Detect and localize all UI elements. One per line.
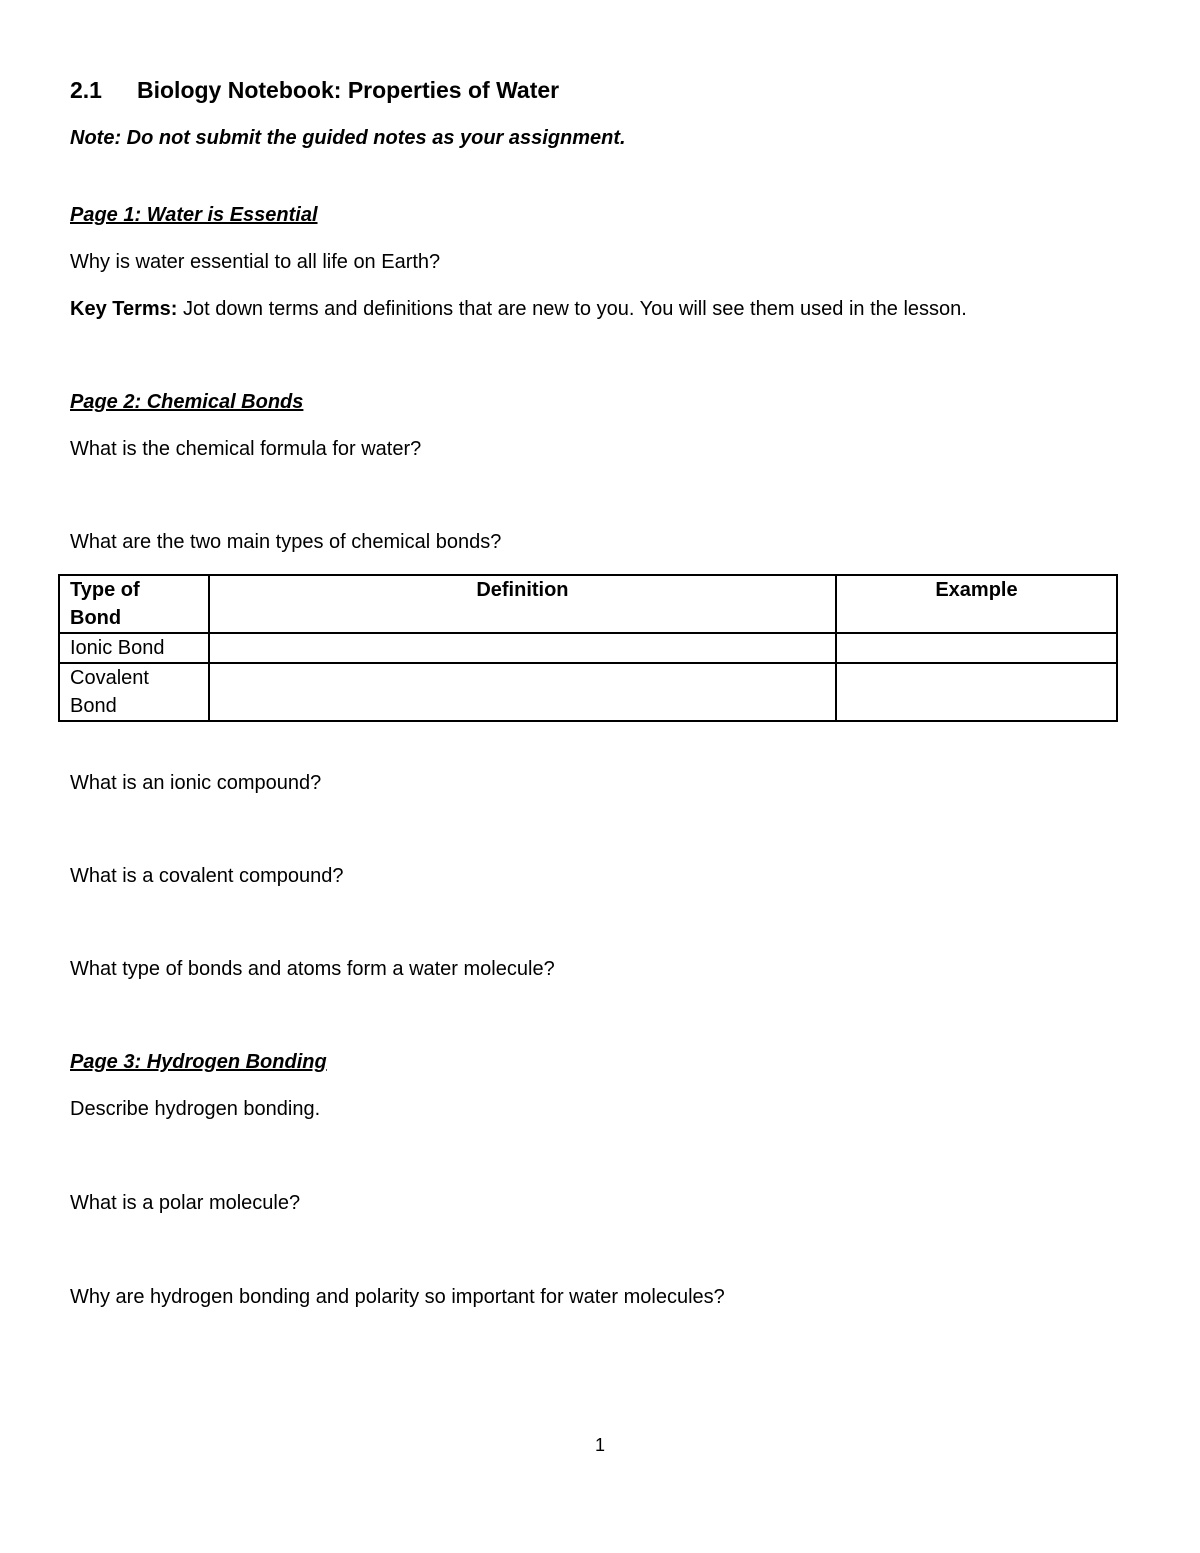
- row-label-covalent: [59, 663, 209, 721]
- submission-note: Note: Do not submit the guided notes as your assignment.: [70, 127, 626, 149]
- key-terms-line: [70, 297, 967, 321]
- page3-question-3: Why are hydrogen bonding and polarity so important for water molecules?: [70, 1286, 725, 1308]
- page3-question-1: Describe hydrogen bonding.: [70, 1098, 321, 1120]
- page2-heading: Page 2: Chemical Bonds: [70, 391, 304, 413]
- ionic-definition-cell[interactable]: [209, 633, 836, 663]
- page1-question-1: Why is water essential to all life on Earth?: [70, 251, 441, 273]
- page2-question-1: What is the chemical formula for water?: [70, 438, 422, 460]
- covalent-example-cell[interactable]: [836, 663, 1117, 721]
- bond-types-table: [58, 574, 1118, 722]
- row-label-ionic: Ionic Bond: [59, 633, 209, 663]
- page2-question-3: What is an ionic compound?: [70, 772, 322, 794]
- page3-heading: Page 3: Hydrogen Bonding: [70, 1051, 327, 1073]
- title-text: Biology Notebook: Properties of Water: [137, 77, 560, 103]
- table-header-example: Example: [836, 575, 1117, 633]
- key-terms-label: Key Terms:: [70, 298, 178, 320]
- page2-question-5: What type of bonds and atoms form a water molecule?: [70, 958, 555, 980]
- table-header-definition: Definition: [209, 575, 836, 633]
- page2-question-4: What is a covalent compound?: [70, 865, 344, 887]
- table-header-row: [59, 575, 1117, 633]
- page-number: 1: [594, 1435, 605, 1455]
- ionic-example-cell[interactable]: [836, 633, 1117, 663]
- page2-question-2: What are the two main types of chemical bonds?: [70, 531, 502, 553]
- table-header-type: [59, 575, 209, 633]
- document-title: [70, 76, 559, 104]
- page3-question-2: What is a polar molecule?: [70, 1192, 301, 1214]
- covalent-label-text: Covalent Bond: [70, 667, 149, 717]
- covalent-definition-cell[interactable]: [209, 663, 836, 721]
- page1-heading: Page 1: Water is Essential: [70, 204, 318, 226]
- table-row: [59, 663, 1117, 721]
- header-type-text: Type of Bond: [70, 579, 140, 629]
- table-row: [59, 633, 1117, 663]
- section-number: 2.1: [70, 77, 102, 103]
- key-terms-text: Jot down terms and definitions that are new to you. You will see them used in the lesson.: [177, 298, 967, 320]
